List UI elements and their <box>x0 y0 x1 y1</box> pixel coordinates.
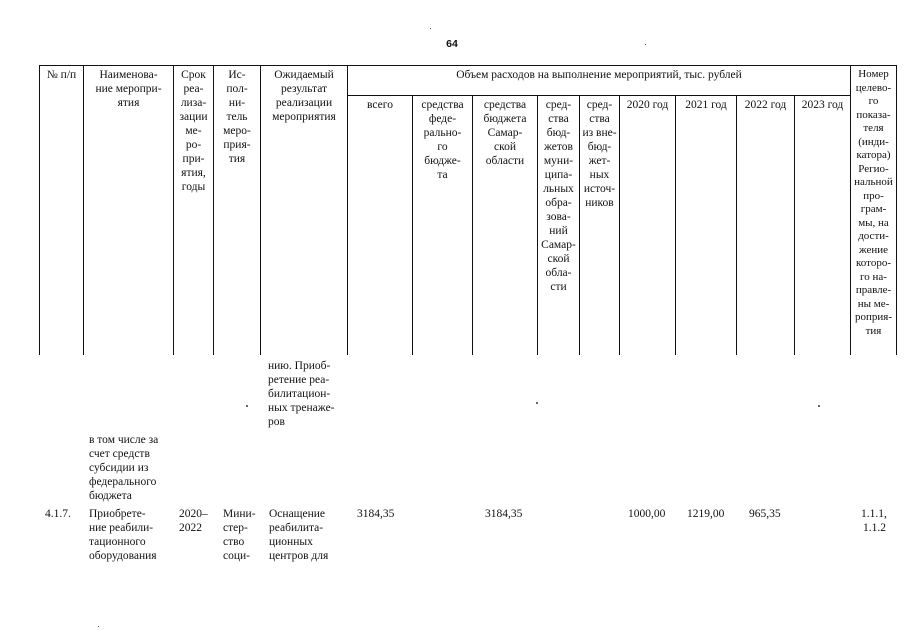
page-number: 64 <box>446 38 458 50</box>
row-number: 4.1.7. <box>45 508 71 520</box>
row-expected-result: Оснащение реабилита- ционных центров для <box>269 508 329 562</box>
scan-speck <box>98 626 99 627</box>
col-divider <box>39 65 40 355</box>
header-2021: 2021 год <box>685 99 727 111</box>
header-indicator: Номер целево- го показа- теля (инди- катора) Регио- нальной про- грам- мы, на дости- жение которо- го на- правле- ны ме- роприя- тия <box>854 68 893 337</box>
costs-group-rule <box>347 95 850 96</box>
header-regional: средства бюджета Самар- ской области <box>483 99 527 167</box>
scan-speck <box>536 402 538 404</box>
row-executor: Мини- стер- ство соци- <box>223 508 256 562</box>
scan-speck <box>818 405 820 407</box>
header-term: Срок реа- лиза- зации ме- ро- при- ятия, годы <box>179 69 208 193</box>
continuation-text: нию. Приоб- ретение реа- билитацион- ных тренаже- ров <box>268 360 335 428</box>
row-indicator-1: 1.1.1, <box>861 508 887 520</box>
header-2020: 2020 год <box>626 99 669 111</box>
col-divider <box>675 95 676 355</box>
scan-speck <box>645 44 646 45</box>
table-header <box>39 65 897 355</box>
row-term: 2020– 2022 <box>179 508 208 534</box>
header-name: Наименова- ние меропри- ятия <box>95 69 162 109</box>
header-municipal: сред- ства бюд- жетов муни- ципа- льных обра- зова- ний Самар- ской обла- сти <box>541 99 576 293</box>
header-expected-result: Ожидаемый результат реализации мероприятия <box>272 69 336 123</box>
col-divider <box>896 65 897 355</box>
scan-speck <box>430 28 431 29</box>
subsidy-note: в том числе за счет средств субсидии из федерального бюджета <box>89 434 159 502</box>
header-federal: средства феде- рально- го бюдже- та <box>421 99 464 181</box>
header-executor: Ис- пол- ни- тель меро- прия- тия <box>223 69 251 165</box>
header-2023: 2023 год <box>801 99 844 111</box>
row-name: Приобрете- ние реабили- тационного оборудования <box>89 508 157 562</box>
header-top-rule <box>39 65 897 66</box>
row-2021: 1219,00 <box>687 508 725 520</box>
row-2022: 965,35 <box>749 508 781 520</box>
row-regional: 3184,35 <box>485 508 523 520</box>
row-indicator-2: 1.1.2 <box>863 522 886 534</box>
header-2022: 2022 год <box>744 99 787 111</box>
scan-speck <box>246 405 248 407</box>
col-divider <box>736 95 737 355</box>
row-2020: 1000,00 <box>628 508 666 520</box>
header-costs-group: Объем расходов на выполнение мероприятий, тыс. рублей <box>456 69 742 81</box>
col-divider <box>619 95 620 355</box>
header-total: всего <box>367 99 393 111</box>
col-divider <box>794 95 795 355</box>
row-total: 3184,35 <box>357 508 395 520</box>
header-num: № п/п <box>46 69 77 81</box>
header-extra-budget: сред- ства из вне- бюд- жет- ных источ- ников <box>582 99 617 209</box>
